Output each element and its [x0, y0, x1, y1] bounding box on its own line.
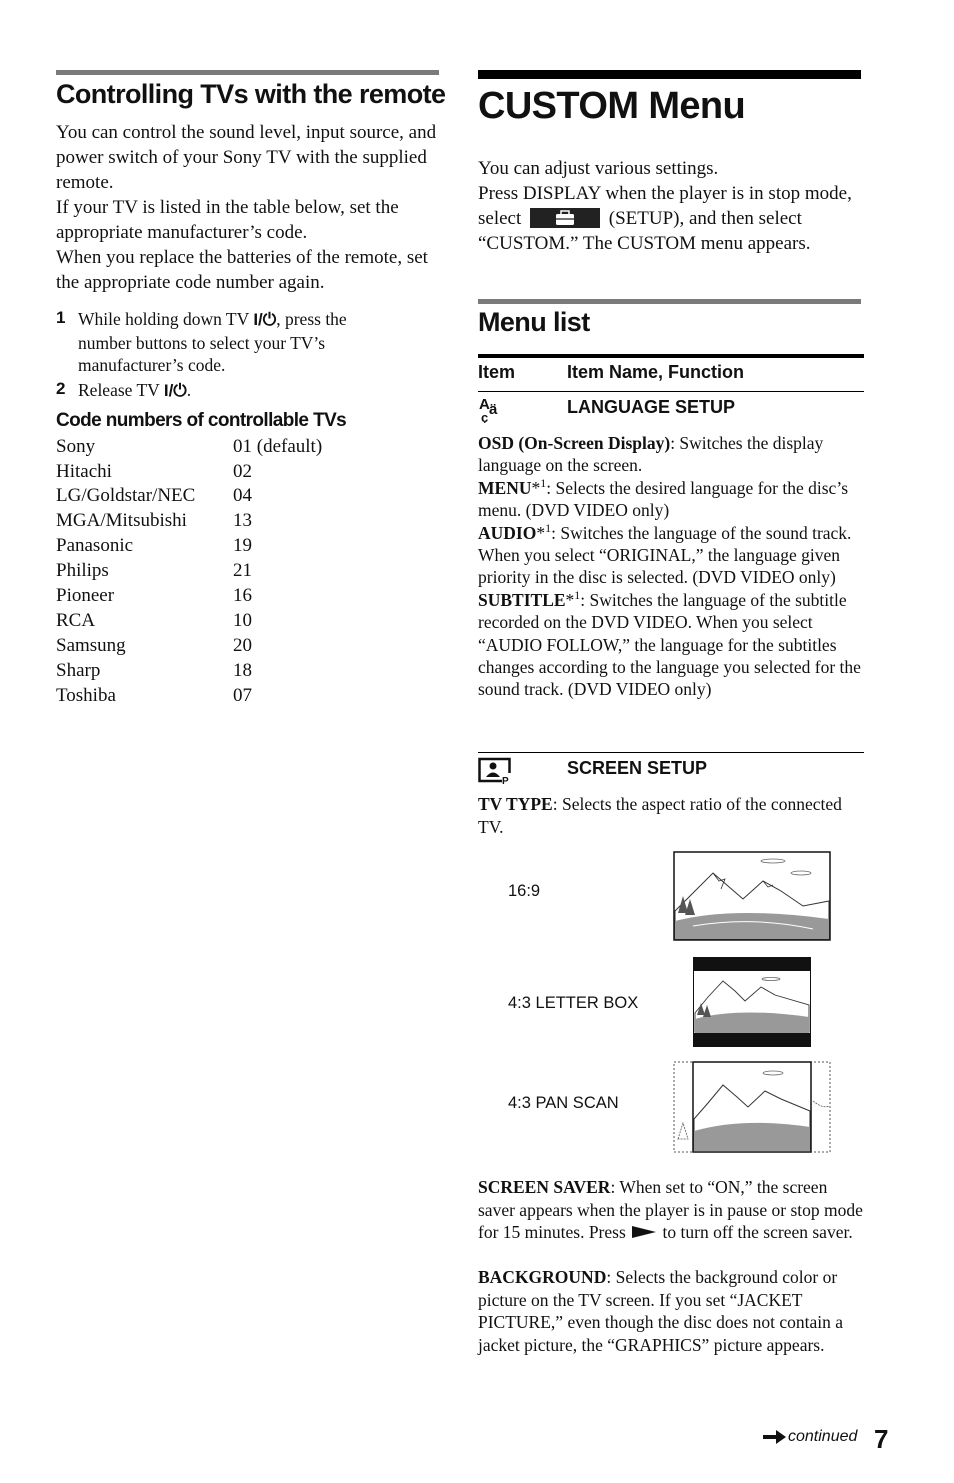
term: SCREEN SAVER: [478, 1177, 611, 1197]
footnote-mark: *: [531, 477, 541, 498]
screen-setup-icon: [478, 757, 512, 785]
table-row: [56, 608, 252, 633]
power-icon: I/⏻: [163, 381, 187, 400]
term: AUDIO: [478, 522, 537, 543]
step-number: 2: [56, 379, 66, 398]
left-heading: Controlling TVs with the remote: [56, 79, 446, 109]
screen-saver-item: [478, 1176, 864, 1244]
intro-text: (SETUP), and then select “CUSTOM.” The CUSTOM menu appears.: [478, 208, 811, 254]
menu-list-rule: [478, 299, 861, 304]
desc: : Selects the aspect ratio of the connected TV.: [478, 794, 842, 837]
brand: Sharp: [56, 660, 101, 681]
col-header-name: Item Name, Function: [567, 362, 745, 382]
brand: MGA/Mitsubishi: [56, 510, 187, 531]
intro-text: Press DISPLAY when the player is in stop mode, select: [478, 183, 852, 229]
audio-item: [478, 522, 864, 589]
desc: : Selects the background color or picture on the TV screen. If you set “JACKET PICTURE,” even though the disc does not contain a jacket picture, the “GRAPHICS” picture appears.: [478, 1267, 843, 1355]
term: SUBTITLE: [478, 589, 566, 610]
brand: LG/Goldstar/NEC: [56, 485, 196, 506]
continued-arrow-icon: [763, 1430, 787, 1444]
code: 21: [233, 560, 252, 581]
table-row-rule: [478, 752, 864, 753]
codes-title: Code numbers of controllable TVs: [56, 410, 347, 431]
aspect-label-panscan: 4:3 PAN SCAN: [508, 1094, 619, 1112]
table-row: [56, 683, 252, 708]
code: 07: [233, 685, 252, 706]
svg-text:A: A: [479, 396, 490, 413]
code: 01 (default): [233, 436, 323, 457]
aspect-label-16-9: 16:9: [508, 882, 541, 900]
svg-text:P: P: [502, 776, 509, 785]
intro-paragraph: When you replace the batteries of the remote, set the appropriate code number again.: [56, 247, 428, 293]
language-setup-name: LANGUAGE SETUP: [567, 397, 736, 417]
brand: Hitachi: [56, 461, 112, 482]
desc: : Switches the display language on the screen.: [478, 433, 824, 476]
footnote-mark: *: [536, 522, 546, 543]
table-row: [56, 583, 252, 608]
continued-label: continued: [788, 1428, 858, 1445]
step-number: 1: [56, 308, 66, 327]
wide-screen-illustration: [673, 851, 831, 941]
step-text-after: , press the number buttons to select your TV’s manufacturer’s code.: [78, 309, 347, 375]
desc: : Switches the language of the subtitle recorded on the DVD VIDEO. When you select “AUDIO FOLLOW,” the language for the subtitles changes according to the language you selected for the sound track. (DVD VIDEO only): [478, 589, 861, 700]
step-2: [56, 379, 396, 403]
term: TV TYPE: [478, 794, 553, 814]
page-number: 7: [874, 1424, 889, 1454]
language-setup-body: [478, 432, 864, 701]
table-row: [56, 483, 252, 508]
step-1: [56, 308, 396, 377]
table-row: [56, 434, 323, 459]
menu-list-heading: Menu list: [478, 307, 590, 337]
letterbox-illustration: [693, 957, 811, 1047]
left-intro: [56, 120, 441, 295]
code: 10: [233, 610, 252, 631]
footnote-num: 1: [574, 588, 581, 603]
brand: Pioneer: [56, 585, 115, 606]
brand: RCA: [56, 610, 96, 631]
code: 02: [233, 461, 252, 482]
table-row: [56, 558, 252, 583]
code: 18: [233, 660, 252, 681]
aspect-label-letterbox: 4:3 LETTER BOX: [508, 994, 639, 1012]
desc: : Selects the desired language for the disc’s menu. (DVD VIDEO only): [478, 477, 848, 521]
power-icon: I/⏻: [253, 310, 277, 329]
setup-icon: [530, 208, 600, 228]
code: 13: [233, 510, 252, 531]
table-row: [56, 658, 252, 683]
svg-text:ä: ä: [489, 401, 498, 418]
panscan-illustration: [673, 1061, 831, 1153]
background-item: [478, 1266, 858, 1356]
footnote-mark: *: [565, 589, 575, 610]
svg-text:ç: ç: [481, 410, 489, 423]
table-top-rule: [478, 354, 864, 358]
intro-paragraph: You can control the sound level, input source, and power switch of your Sony TV with the supplied remote.: [56, 122, 437, 193]
code: 20: [233, 635, 252, 656]
step-text: [78, 308, 396, 377]
desc: to turn off the screen saver.: [662, 1222, 853, 1243]
intro-instructions: [478, 181, 863, 256]
page-title: CUSTOM Menu: [478, 85, 746, 127]
col-header-item: Item: [478, 362, 516, 382]
language-icon: [478, 395, 508, 423]
osd-item: [478, 432, 864, 477]
brand: Sony: [56, 436, 96, 457]
subtitle-item: [478, 589, 864, 701]
footnote-num: 1: [540, 475, 547, 490]
term: BACKGROUND: [478, 1267, 607, 1287]
code: 04: [233, 485, 252, 506]
screen-setup-name: SCREEN SETUP: [567, 758, 708, 778]
code: 16: [233, 585, 252, 606]
footnote-num: 1: [545, 520, 552, 535]
brand: Toshiba: [56, 685, 116, 706]
desc: : When set to “ON,” the screen saver appears when the player is in pause or stop mode for 15 minutes. Press: [478, 1177, 863, 1243]
step-text: [78, 379, 396, 403]
step-text-after: .: [186, 380, 192, 400]
tv-type-item: [478, 793, 858, 838]
title-rule: [478, 70, 861, 79]
brand: Panasonic: [56, 535, 134, 556]
table-header-rule: [478, 391, 864, 392]
brand: Samsung: [56, 635, 126, 656]
table-row: [56, 633, 252, 658]
term: OSD (On-Screen Display): [478, 433, 671, 453]
intro-paragraph: If your TV is listed in the table below, set the appropriate manufacturer’s code.: [56, 197, 399, 243]
menu-item: [478, 477, 864, 522]
left-heading-rule: [56, 70, 439, 75]
desc: : Switches the language of the sound track. When you select “ORIGINAL,” the language given priority in the disc is selected. (DVD VIDEO only): [478, 522, 852, 588]
step-text-before: While holding down TV: [78, 309, 254, 329]
table-row: [56, 508, 252, 533]
table-row: [56, 459, 252, 484]
step-text-before: Release TV: [78, 380, 164, 400]
play-icon: [632, 1226, 656, 1238]
term: MENU: [478, 477, 532, 498]
code: 19: [233, 535, 252, 556]
table-row: [56, 533, 252, 558]
intro-line: You can adjust various settings.: [478, 158, 719, 179]
brand: Philips: [56, 560, 109, 581]
